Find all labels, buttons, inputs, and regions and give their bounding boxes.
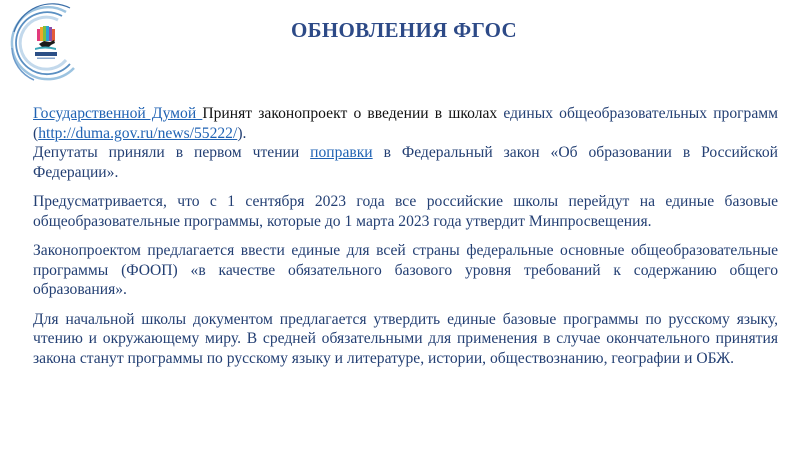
paragraph-foop: Законопроектом предлагается ввести единые для всей страны федеральные основные общеобразовательные программы (ФООП) «в качестве обязательного базового уровня требований к содержанию общего образования». — [33, 242, 778, 298]
paragraph-subjects: Для начальной школы документом предлагается утвердить единые базовые программы по русскому языку, чтению и окружающему миру. В средней обязательными для применения в случае окончательного принятия закона станут программы по русскому языку и литературе, истории, обществознанию, географии и ОБЖ. — [33, 310, 778, 367]
duma-link[interactable]: Государственной Думой — [33, 105, 203, 122]
page-title-text: ОБНОВЛЕНИЯ ФГОС — [291, 18, 517, 42]
amendments-link[interactable]: поправки — [310, 144, 373, 161]
slide-body — [33, 104, 778, 368]
paragraph-text: единых общеобразовательных программ ( — [33, 105, 779, 142]
paragraph-text: в Федеральный закон «Об образовании в Российской Федерации». — [33, 144, 778, 181]
paragraph-first-reading — [33, 143, 778, 182]
education-logo — [4, 2, 88, 86]
paragraph-text: Депутаты приняли в первом чтении — [33, 144, 311, 161]
duma-news-url-link[interactable]: http://duma.gov.ru/news/55222/ — [38, 124, 238, 142]
page-title — [0, 18, 800, 43]
education-logo-icon — [4, 2, 88, 86]
paragraph-transition-2023: Предусматривается, что с 1 сентября 2023 года все российские школы перейдут на единые базовые общеобразовательные программы, которые до 1 марта 2023 года утвердит Минпросвещения. — [33, 193, 778, 230]
paragraph-text: ). — [237, 124, 247, 142]
bill-headline: Принят законопроект о введении в школах — [202, 105, 498, 122]
paragraph-duma-bill — [33, 104, 778, 143]
